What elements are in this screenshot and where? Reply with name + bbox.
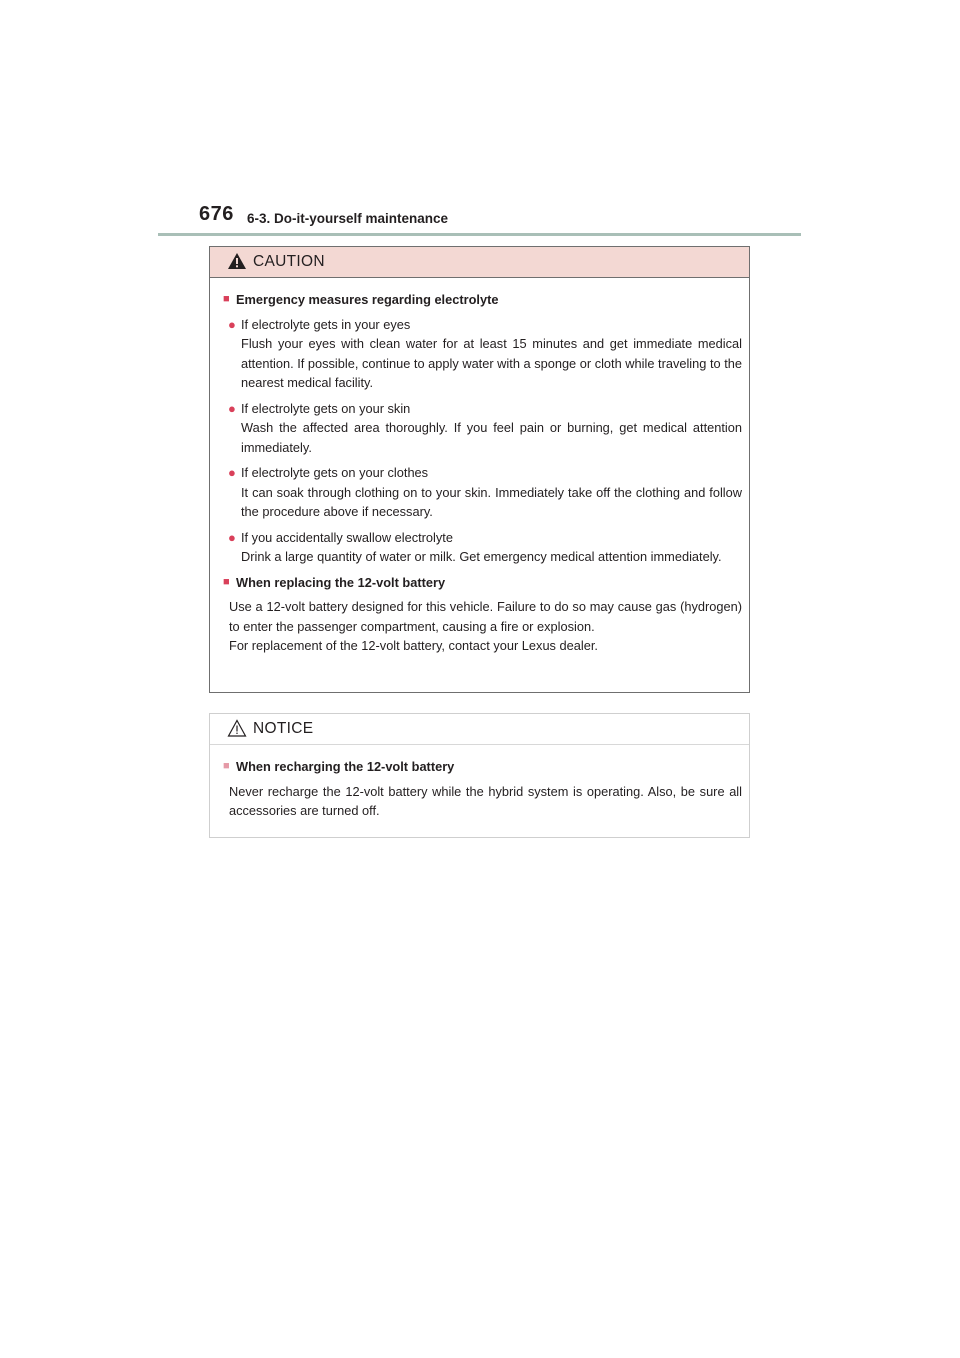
item-text: Flush your eyes with clean water for at least 15 minutes and get immediate medical attention. If possible, continue to apply water with a sponge or cloth while traveling to the nearest medical facility. [241, 336, 742, 390]
item-text: It can soak through clothing on to your skin. Immediately take off the clothing and follow the procedure above if necessary. [241, 484, 742, 519]
paragraph-text: Use a 12-volt battery designed for this vehicle. Failure to do so may cause gas (hydrogen) to enter the passenger compartment, causing a fire or explosion. [229, 599, 742, 634]
item-lead: If electrolyte gets on your skin [241, 400, 411, 416]
list-item [228, 315, 742, 393]
square-bullet-icon: ■ [223, 575, 230, 588]
paragraph-text: Never recharge the 12-volt battery while the hybrid system is operating. Also, be sure all accessories are turned off. [229, 783, 742, 818]
section-title: 6-3. Do-it-yourself maintenance [247, 211, 449, 226]
item-lead: If electrolyte gets on your clothes [241, 465, 429, 480]
round-bullet-icon: ● [228, 465, 236, 480]
notice-box [209, 713, 750, 838]
list-item [228, 463, 742, 522]
section-heading-text: Emergency measures regarding electrolyte [236, 292, 499, 307]
paragraph [229, 782, 742, 821]
paragraph [229, 597, 742, 656]
notice-title: NOTICE [253, 720, 314, 737]
caution-box [209, 246, 750, 693]
section-heading [223, 573, 742, 593]
page-number: 676 [199, 203, 234, 225]
item-lead: If electrolyte gets in your eyes [241, 316, 411, 332]
header-divider [158, 233, 801, 236]
round-bullet-icon: ● [228, 529, 236, 545]
section-heading [223, 290, 742, 310]
caution-header [210, 247, 749, 278]
section-heading-text: When replacing the 12-volt battery [236, 574, 446, 590]
item-text: Drink a large quantity of water or milk. Get emergency medical attention immediately. [241, 549, 722, 564]
caution-title: CAUTION [253, 253, 325, 270]
notice-body [210, 745, 749, 821]
section-heading [223, 757, 742, 777]
warning-triangle-icon [227, 252, 249, 272]
paragraph-text: For replacement of the 12-volt battery, contact your Lexus dealer. [229, 638, 598, 653]
notice-header [210, 714, 749, 745]
square-bullet-icon: ■ [223, 293, 230, 305]
warning-triangle-outline-icon [227, 719, 249, 739]
item-lead: If you accidentally swallow electrolyte [241, 529, 453, 545]
round-bullet-icon: ● [228, 316, 236, 332]
page-header [0, 0, 960, 240]
section-heading-text: When recharging the 12-volt battery [236, 759, 455, 774]
caution-body [210, 278, 749, 656]
item-text: Wash the affected area thoroughly. If you feel pain or burning, get medical attention immediately. [241, 420, 742, 455]
square-bullet-icon: ■ [223, 760, 230, 772]
round-bullet-icon: ● [228, 400, 236, 416]
list-item [228, 528, 742, 567]
list-item [228, 399, 742, 458]
